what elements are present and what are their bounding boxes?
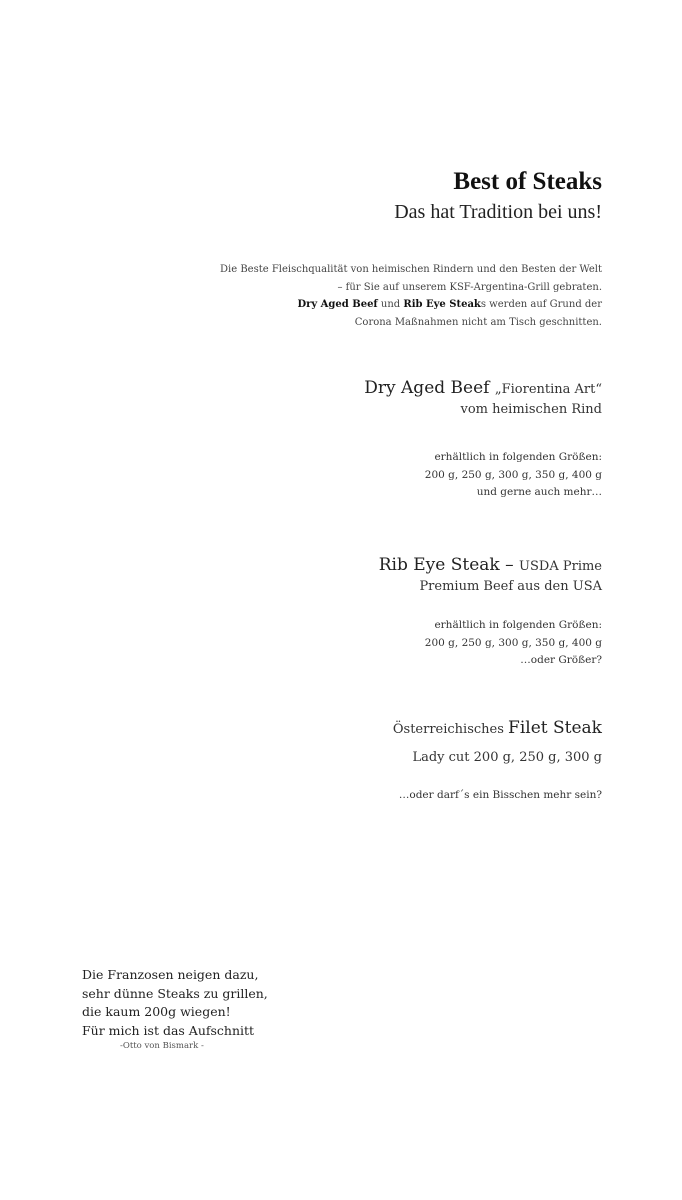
page-title: Best of Steaks: [453, 168, 602, 195]
dry-aged-beef-title: Dry Aged Beef: [364, 378, 495, 398]
rib-eye-steak-highlight: Rib Eye Steak: [403, 299, 481, 310]
bismarck-quote: [82, 966, 268, 1052]
sizes-label: erhältlich in folgenden Größen:: [434, 619, 602, 631]
rib-eye-steak-origin: Premium Beef aus den USA: [419, 579, 602, 594]
dry-aged-beef-name: [364, 378, 602, 398]
quote-line: die kaum 200g wiegen!: [82, 1004, 231, 1019]
sizes-list: 200 g, 250 g, 300 g, 350 g, 400 g: [424, 636, 602, 649]
rib-eye-steak-name: [379, 555, 602, 575]
quote-line: sehr dünne Steaks zu grillen,: [82, 985, 268, 1001]
rib-eye-steak-title: Rib Eye Steak –: [378, 555, 520, 575]
rib-eye-grade: USDA Prime: [519, 559, 602, 574]
dry-aged-beef-style: „Fiorentina Art“: [494, 382, 602, 397]
rib-eye-steak-sizes: [425, 617, 602, 670]
sizes-list: 200 g, 250 g, 300 g, 350 g, 400 g: [424, 468, 602, 481]
filet-steak-name: [393, 718, 602, 738]
intro-line: Die Beste Fleischqualität von heimischen Rindern und den Besten der Welt: [220, 264, 602, 275]
filet-origin: Österreichisches: [392, 722, 509, 737]
quote-line: Für mich ist das Aufschnitt: [82, 1022, 255, 1038]
intro-line-end: s werden auf Grund der: [480, 299, 602, 310]
quote-author: -Otto von Bismark -: [120, 1041, 204, 1051]
sizes-label: erhältlich in folgenden Größen:: [434, 451, 602, 463]
intro-text: [220, 261, 602, 331]
dry-aged-beef-sizes: [425, 449, 602, 502]
intro-connector: und: [377, 299, 404, 310]
filet-steak-note: …oder darf´s ein Bisschen mehr sein?: [398, 789, 602, 801]
intro-line: – für Sie auf unserem KSF-Argentina-Grill gebraten.: [337, 281, 602, 293]
filet-steak-sizes: Lady cut 200 g, 250 g, 300 g: [412, 750, 602, 765]
page-subtitle: Das hat Tradition bei uns!: [394, 201, 602, 223]
quote-line: Die Franzosen neigen dazu,: [82, 967, 259, 982]
sizes-note: …oder Größer?: [520, 654, 602, 666]
filet-title: Filet Steak: [508, 718, 602, 738]
dry-aged-beef-highlight: Dry Aged Beef: [297, 299, 378, 310]
dry-aged-beef-origin: vom heimischen Rind: [460, 402, 602, 417]
intro-line: Corona Maßnahmen nicht am Tisch geschnitten.: [354, 316, 602, 328]
intro-line: [220, 296, 602, 314]
sizes-note: und gerne auch mehr…: [476, 486, 602, 498]
